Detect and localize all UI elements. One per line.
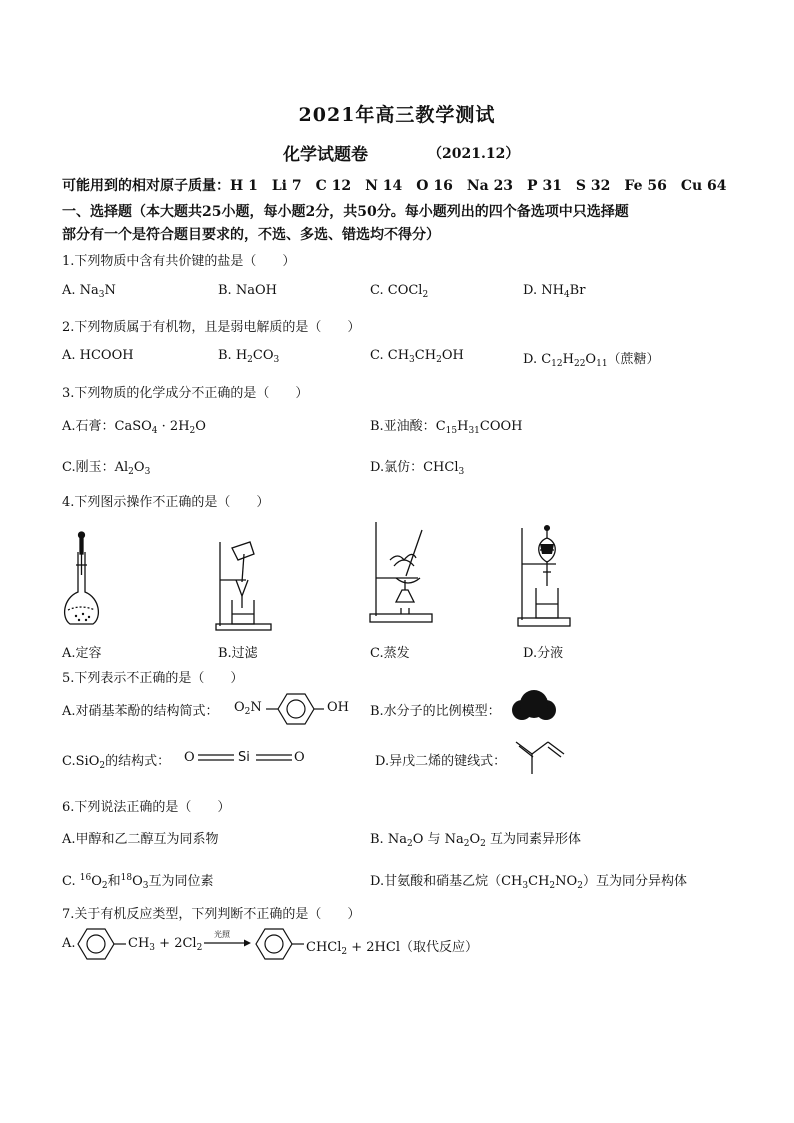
q3-option-a: A.石膏：CaSO$_4$ · $2H_2O$: [62, 419, 206, 436]
product-benzene-ring: [252, 926, 306, 962]
q6-b-post: 互为同素异形体: [490, 832, 582, 847]
q7-reactants: $CH_3 + 2Cl_2$: [128, 936, 203, 953]
paper-date: （2021.12）: [428, 146, 520, 162]
q7-stem: 7.关于有机反应类型，下列判断不正确的是（ ）: [62, 907, 361, 922]
q6-c-mid: 和: [107, 874, 121, 889]
q1-stem: 1.下列物质中含有共价键的盐是（ ）: [62, 254, 296, 269]
q6-c-pre: C.: [62, 874, 76, 889]
q5-oh-group: OH: [327, 700, 349, 715]
atomic-mass-line: 可能用到的相对原子质量：H 1 Li 7 C 12 N 14 O 16 Na 23 P 31 S 32 Fe 56 Cu 64: [62, 178, 727, 194]
q6-option-b: B. $Na_2O$ 与 $Na_2O_2$ 互为同素异形体: [370, 832, 582, 849]
q3-stem: 3.下列物质的化学成分不正确的是（ ）: [62, 386, 309, 401]
q6-option-a: A.甲醇和乙二醇互为同系物: [62, 832, 219, 847]
filtration-figure: [214, 540, 274, 632]
volumetric-flask-figure: [58, 530, 108, 630]
q4-option-c: C.蒸发: [370, 646, 410, 661]
q3-option-b: B.亚油酸：$C_{15}H_{31}COOH$: [370, 419, 523, 436]
reaction-arrow: [204, 938, 252, 948]
q7-condition: 光照: [214, 930, 230, 939]
q6-stem: 6.下列说法正确的是（ ）: [62, 800, 231, 815]
q1-option-b: B. NaOH: [218, 283, 277, 298]
q5-o2n-group: $O_2N$: [234, 700, 262, 717]
p-nitrophenol-ring: [266, 690, 326, 728]
q2-option-c: C. $CH_3CH_2OH$: [370, 348, 464, 365]
q2-option-a: A. HCOOH: [62, 348, 134, 363]
q2-d-note: （蔗糖）: [607, 352, 660, 367]
q4-option-d: D.分液: [523, 646, 564, 661]
sio2-si: Si: [238, 750, 250, 765]
separatory-funnel-figure: [516, 524, 576, 630]
q4-option-b: B.过滤: [218, 646, 258, 661]
q2-option-d: D. $C_{12}H_{22}O_{11}$（蔗糖）: [523, 352, 660, 369]
q3-option-c: C.刚玉：$Al_2O_3$: [62, 460, 151, 477]
q1-option-c: C. COCl$_2$: [370, 283, 429, 300]
q6-d-post: ）互为同分异构体: [582, 874, 687, 889]
q5-option-b-label: B.水分子的比例模型：: [370, 704, 501, 719]
q5-c-label: C.: [62, 754, 76, 769]
sio2-o-right: O: [294, 750, 305, 765]
q5-c-mid: 的结构式：: [105, 754, 171, 769]
q5-option-d-label: D.异戊二烯的键线式：: [375, 754, 507, 769]
section-intro-2: 部分有一个是符合题目要求的，不选、多选、错选均不得分）: [62, 227, 440, 243]
q6-d-pre: D.甘氨酸和硝基乙烷（: [370, 874, 502, 889]
q3-a-label: A.石膏：: [62, 419, 115, 434]
q3-b-label: B.亚油酸：: [370, 419, 436, 434]
q3-c-label: C.刚玉：: [62, 460, 115, 475]
q6-b-pre: B.: [370, 832, 384, 847]
toluene-benzene-ring: [74, 926, 128, 962]
q7-note: （取代反应）: [400, 940, 479, 955]
paper-subtitle: 化学试题卷: [283, 145, 368, 165]
q2-stem: 2.下列物质属于有机物，且是弱电解质的是（ ）: [62, 320, 361, 335]
q7-option-a-label: A.: [62, 936, 76, 951]
q6-option-d: D.甘氨酸和硝基乙烷$(CH_3CH_2NO_2)$互为同分异构体: [370, 874, 687, 891]
q3-d-label: D.氯仿：: [370, 460, 424, 475]
section-intro-1: 一、选择题（本大题共25小题，每小题2分，共50分。每小题列出的四个备选项中只选择题: [62, 204, 629, 220]
q6-option-c: C. $^{16}O_2$和$^{18}O_3$互为同位素: [62, 873, 214, 891]
q2-option-b: B. $H_2CO_3$: [218, 348, 280, 365]
double-bond-left: [196, 752, 236, 764]
q1-option-a: A. $Na_3N$: [62, 283, 116, 300]
page-title: 2021年高三教学测试: [298, 104, 496, 126]
q5-option-a-label: A.对硝基苯酚的结构简式：: [62, 704, 219, 719]
q7-products: CHCl$_2$ + 2HCl（取代反应）: [306, 940, 479, 957]
double-bond-right: [254, 752, 294, 764]
q1-option-d: D. $NH_4Br$: [523, 283, 586, 300]
q4-option-a: A.定容: [62, 646, 102, 661]
q5-stem: 5.下列表示不正确的是（ ）: [62, 671, 244, 686]
q6-b-mid: 与: [427, 832, 441, 847]
isoprene-skeletal-formula: [514, 738, 572, 778]
q3-option-d: D.氯仿：CHCl$_3$: [370, 460, 465, 477]
q6-c-post: 互为同位素: [148, 874, 214, 889]
evaporation-figure: [366, 520, 436, 630]
q4-stem: 4.下列图示操作不正确的是（ ）: [62, 495, 270, 510]
water-space-filling-model: [510, 688, 558, 724]
q5-option-c: C.SiO$_2$的结构式：: [62, 754, 171, 771]
sio2-o-left: O: [184, 750, 195, 765]
